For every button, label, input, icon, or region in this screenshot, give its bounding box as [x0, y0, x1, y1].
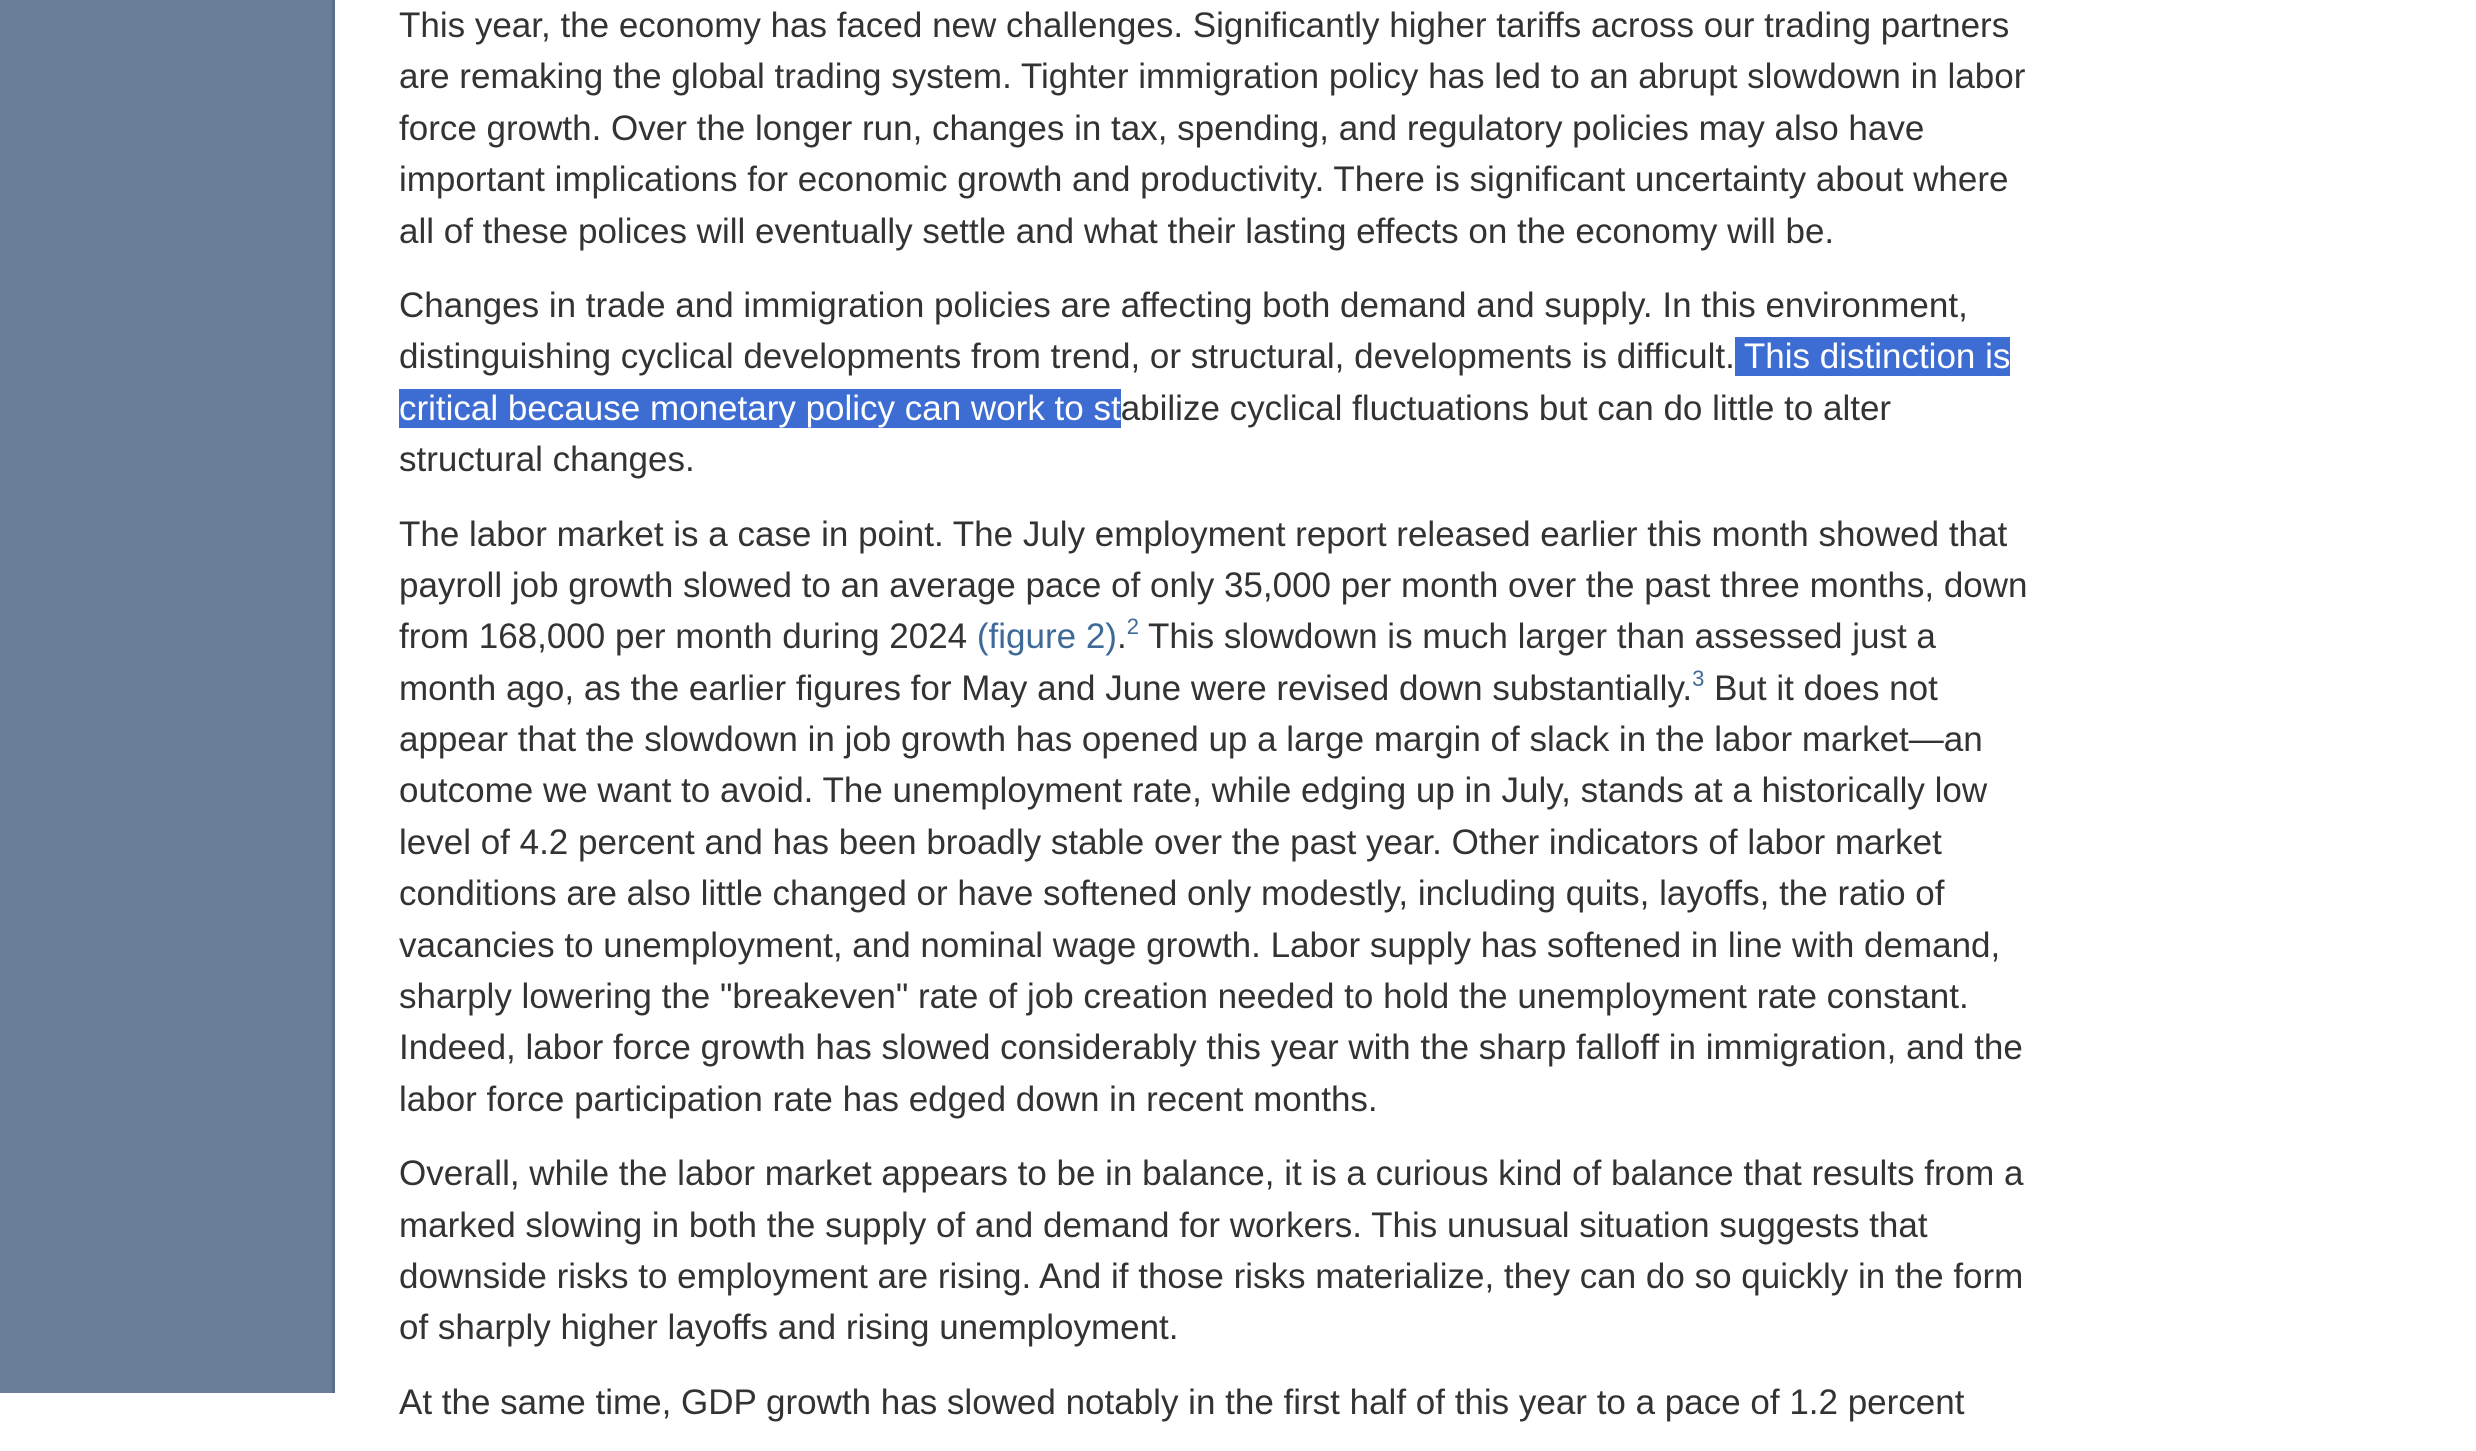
text-line: [399, 383, 2089, 434]
text-line: At the same time, GDP growth has slowed notably in the first half of this year to a pace of 1.2 percent: [399, 1382, 1965, 1422]
text-line: Changes in trade and immigration policies are affecting both demand and supply. In this environment,: [399, 285, 1968, 325]
text-span: But it does not: [1704, 668, 1938, 708]
text-span: distinguishing cyclical developments from trend, or structural, developments is difficult.: [399, 337, 1735, 377]
text-span: month ago, as the earlier figures for May and June were revised down substantially.: [399, 668, 1693, 708]
paragraph-overall-balance: [399, 1148, 2089, 1354]
left-sidebar-rail: [0, 0, 332, 1393]
text-line: marked slowing in both the supply of and demand for workers. This unusual situation suggests that: [399, 1205, 1928, 1245]
paragraph-trade-immigration: [399, 280, 2089, 486]
text-line: of sharply higher layoffs and rising unemployment.: [399, 1308, 1179, 1348]
text-line: level of 4.2 percent and has been broadly stable over the past year. Other indicators of labor market: [399, 822, 1942, 862]
text-span: abilize cyclical fluctuations but can do little to alter: [1120, 388, 1892, 428]
text-span: This slowdown is much larger than assessed just a: [1138, 617, 1936, 657]
text-line: labor force participation rate has edged down in recent months.: [399, 1079, 1378, 1119]
text-span: .: [1116, 617, 1127, 657]
paragraph-challenges: [399, 0, 2089, 257]
text-line: vacancies to unemployment, and nominal wage growth. Labor supply has softened in line with demand,: [399, 925, 2001, 965]
text-line: appear that the slowdown in job growth has opened up a large margin of slack in the labor market—an: [399, 720, 1983, 760]
text-line: downside risks to employment are rising. And if those risks materialize, they can do so quickly in the form: [399, 1256, 2024, 1296]
text-line: structural changes.: [399, 440, 695, 480]
paragraph-labor-market: [399, 509, 2089, 1126]
text-line: This year, the economy has faced new challenges. Significantly higher tariffs across our trading partners: [399, 6, 2010, 45]
text-span: from 168,000 per month during 2024: [399, 617, 977, 657]
text-line: [399, 611, 2089, 662]
content-area: [335, 0, 2476, 1422]
text-line: payroll job growth slowed to an average pace of only 35,000 per month over the past three months, down: [399, 565, 2028, 605]
text-selection[interactable]: critical because monetary policy can work to st: [399, 388, 1121, 428]
text-line: [399, 663, 2089, 714]
text-line: conditions are also little changed or have softened only modestly, including quits, layoffs, the ratio of: [399, 874, 1945, 914]
footnote-3-link[interactable]: 3: [1692, 665, 1705, 691]
text-selection[interactable]: This distinction is: [1734, 337, 2011, 377]
text-line: important implications for economic growth and productivity. There is significant uncertainty about where: [399, 160, 2009, 200]
footnote-3[interactable]: [1692, 666, 1704, 691]
text-line: sharply lowering the "breakeven" rate of job creation needed to hold the unemployment rate constant.: [399, 977, 1969, 1017]
text-line: The labor market is a case in point. The July employment report released earlier this month showed that: [399, 514, 2008, 554]
text-line: all of these polices will eventually settle and what their lasting effects on the economy will be.: [399, 211, 1835, 251]
text-line: [399, 331, 2089, 382]
text-line: force growth. Over the longer run, changes in tax, spending, and regulatory policies may also have: [399, 108, 1925, 148]
text-line: outcome we want to avoid. The unemployment rate, while edging up in July, stands at a historically low: [399, 771, 1988, 811]
figure-2-link[interactable]: (figure 2): [976, 617, 1117, 657]
article-body: [399, 0, 2089, 1451]
text-line: are remaking the global trading system. Tighter immigration policy has led to an abrupt slowdown in labor: [399, 57, 2026, 97]
text-line: Indeed, labor force growth has slowed considerably this year with the sharp falloff in immigration, and the: [399, 1028, 2023, 1068]
paragraph-gdp-partial: [399, 1377, 2089, 1428]
text-line: Overall, while the labor market appears to be in balance, it is a curious kind of balance that results from a: [399, 1154, 2024, 1194]
footnote-2[interactable]: [1127, 614, 1139, 639]
footnote-2-link[interactable]: 2: [1126, 614, 1139, 640]
